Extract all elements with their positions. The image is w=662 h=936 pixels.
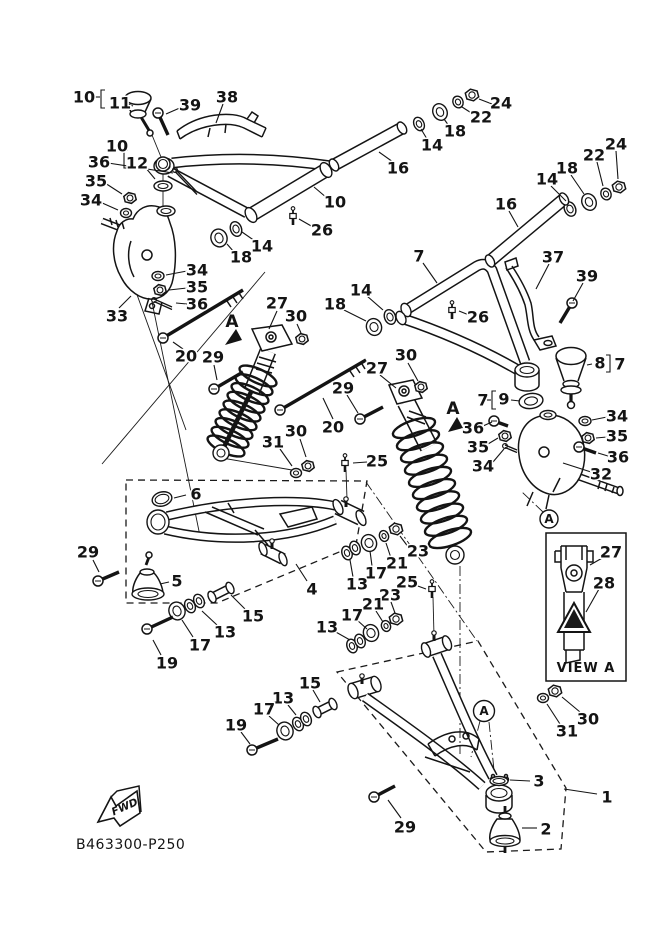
diagram-linework <box>147 130 153 136</box>
callout-number: 29 <box>201 347 225 367</box>
diagram-linework <box>180 124 262 139</box>
leader-line <box>300 439 306 457</box>
callout-number: 30 <box>394 345 418 365</box>
section-line <box>152 135 161 157</box>
callout-number: 2 <box>540 819 552 839</box>
callout-number: 30 <box>576 709 600 729</box>
hex-nut <box>389 523 402 535</box>
spring-coil <box>403 451 450 479</box>
diagram-linework <box>177 114 266 131</box>
washer-ring <box>499 813 511 819</box>
callout-number: 27 <box>365 358 389 378</box>
callout-number: 14 <box>535 169 559 189</box>
callout-number: 10 <box>72 87 96 107</box>
hex-nut <box>302 461 314 472</box>
grease-fitting-tip <box>291 207 295 211</box>
callout-number: 11 <box>108 93 132 113</box>
hex-nut <box>548 685 561 697</box>
diagram-linework <box>556 348 586 365</box>
callout-number: 13 <box>213 622 237 642</box>
washer-ring <box>132 588 164 600</box>
callout-number: 28 <box>592 573 616 593</box>
leader-line <box>587 364 592 365</box>
callout-number: 35 <box>84 171 108 191</box>
hex-nut <box>499 431 511 442</box>
washer-ring <box>518 392 544 410</box>
washer-ring <box>208 227 229 249</box>
callout-number: 18 <box>443 121 467 141</box>
callout-number: 34 <box>605 406 629 426</box>
diagram-linework <box>518 415 584 495</box>
leader-line <box>347 395 358 413</box>
callout-number: 31 <box>261 432 285 452</box>
hex-nut <box>582 433 594 444</box>
grease-fitting <box>342 461 348 466</box>
callout-number: 17 <box>340 605 364 625</box>
callout-number: 25 <box>365 451 389 471</box>
callout-number: 1 <box>601 787 613 807</box>
callout-number: 10 <box>323 192 347 212</box>
callout-number: 12 <box>125 153 149 173</box>
washer-ring <box>140 569 154 575</box>
leader-line <box>573 283 583 301</box>
spring-coil <box>419 499 466 527</box>
leader-line <box>182 620 193 637</box>
callout-number: 23 <box>406 541 430 561</box>
leader-line <box>280 449 292 466</box>
washer-ring <box>490 836 520 847</box>
callout-number: 36 <box>87 152 111 172</box>
diagram-linework <box>544 341 552 346</box>
callout-number: 35 <box>466 437 490 457</box>
callout-number: 29 <box>76 542 100 562</box>
dashed-group-box <box>337 641 566 852</box>
callout-number: 26 <box>310 220 334 240</box>
washer-ring <box>291 469 302 478</box>
grease-fitting-tip <box>430 580 434 584</box>
callout-number: 14 <box>250 236 274 256</box>
tube-fill <box>406 402 429 447</box>
stud-head <box>432 631 436 635</box>
hex-nut <box>124 193 136 204</box>
callout-number: 10 <box>105 136 129 156</box>
washer-ring <box>154 181 172 191</box>
leader-line <box>100 202 118 210</box>
washer-ring <box>579 417 591 426</box>
callout-number: 13 <box>271 688 295 708</box>
callout-number: 7 <box>477 390 489 410</box>
washer-ring <box>486 785 512 801</box>
grease-fitting-tip <box>343 454 347 458</box>
section-line <box>222 458 292 470</box>
diagram-linework <box>177 112 266 139</box>
leader-line <box>423 263 437 283</box>
callout-number: 20 <box>174 346 198 366</box>
callout-number: 4 <box>306 579 318 599</box>
callout-number: 9 <box>498 389 510 409</box>
section-line <box>346 470 347 499</box>
diagram-linework <box>146 552 152 558</box>
leader-line <box>174 495 186 498</box>
callout-number: 34 <box>79 190 103 210</box>
callout-number: 34 <box>185 260 209 280</box>
washer-ring <box>121 209 132 218</box>
callout-number: 22 <box>582 145 606 165</box>
callout-number: 24 <box>604 134 628 154</box>
tube-fill <box>251 170 326 215</box>
callout-number: 16 <box>386 158 410 178</box>
diagram-linework <box>617 487 623 496</box>
washer-ring <box>130 110 146 118</box>
leader-line <box>388 800 401 818</box>
callout-number: 13 <box>315 617 339 637</box>
washer-ring <box>412 116 427 133</box>
callout-number: 37 <box>541 247 565 267</box>
leader-line <box>510 780 530 781</box>
hex-nut <box>154 285 166 296</box>
callout-number: 19 <box>224 715 248 735</box>
callout-number: 6 <box>190 484 202 504</box>
leader-line <box>571 175 584 194</box>
leader-line <box>592 417 607 420</box>
leader-line <box>93 560 99 572</box>
callout-number: 15 <box>241 606 265 626</box>
leader-line <box>493 449 504 462</box>
leader-line <box>536 264 549 289</box>
callout-number: 31 <box>555 721 579 741</box>
callout-number: 23 <box>378 585 402 605</box>
leader-line <box>564 789 597 794</box>
leader-line <box>408 363 418 381</box>
callout-number: 3 <box>533 771 545 791</box>
spring-coil <box>411 475 458 503</box>
diagram-linework <box>566 565 582 581</box>
washer-ring <box>359 532 379 553</box>
callout-number: 39 <box>575 266 599 286</box>
callout-number: 18 <box>229 247 253 267</box>
callout-number: 32 <box>589 464 613 484</box>
washer-ring <box>157 206 175 216</box>
diagram-linework <box>568 402 575 409</box>
stud-head <box>270 539 274 543</box>
callout-number: 18 <box>323 294 347 314</box>
callout-number: 26 <box>466 307 490 327</box>
hex-nut <box>465 89 478 101</box>
washer-ring <box>515 363 539 377</box>
callout-number: 24 <box>489 93 513 113</box>
grease-fitting <box>290 214 296 219</box>
callout-number: 30 <box>284 421 308 441</box>
view-direction-label: A <box>446 399 460 419</box>
tube-fill <box>401 318 518 370</box>
diagram-linework <box>114 206 176 299</box>
detail-view-marker-label: A <box>479 704 489 718</box>
diagram-linework <box>150 304 155 309</box>
callout-number: 39 <box>178 95 202 115</box>
callout-number: 14 <box>420 135 444 155</box>
callout-number: 25 <box>395 572 419 592</box>
washer-ring <box>364 316 384 337</box>
washer-ring <box>430 101 450 122</box>
callout-number: 36 <box>606 447 630 467</box>
washer-ring <box>446 546 464 564</box>
washer-ring <box>228 220 243 238</box>
callout-number: 35 <box>185 277 209 297</box>
callout-number: 36 <box>461 418 485 438</box>
diagram-linework <box>145 298 162 314</box>
callout-number: 15 <box>298 673 322 693</box>
spring-coil <box>415 487 462 515</box>
spring-coil <box>423 512 470 540</box>
callout-number: 30 <box>284 306 308 326</box>
fwd-label: FWD <box>109 796 140 819</box>
leader-line <box>323 398 333 419</box>
stud-head <box>360 674 364 678</box>
diagram-linework <box>266 332 276 342</box>
callout-number: 21 <box>385 553 409 573</box>
washer-ring <box>213 445 229 461</box>
view-direction-arrow-icon <box>448 417 463 432</box>
fwd-direction-arrow <box>98 786 141 826</box>
hose-holder <box>177 112 266 139</box>
detail-view-marker-label: A <box>544 512 554 526</box>
leader-line <box>105 183 122 194</box>
callout-number: 21 <box>361 594 385 614</box>
hex-nut <box>612 181 625 193</box>
callout-number: 18 <box>555 158 579 178</box>
callout-bracket <box>492 391 496 409</box>
washer-ring <box>599 186 613 201</box>
diagram-linework <box>399 386 409 396</box>
leader-line <box>616 151 618 179</box>
callout-number: 7 <box>413 246 425 266</box>
callout-number: 33 <box>105 306 129 326</box>
grease-fitting <box>449 308 455 313</box>
leader-line <box>169 288 187 290</box>
callout-number: 7 <box>614 354 626 374</box>
callout-number: 13 <box>345 574 369 594</box>
view-a-label: VIEW A <box>556 661 616 676</box>
washer-ring <box>152 272 164 281</box>
washer-ring <box>561 386 581 394</box>
callout-number: 27 <box>599 542 623 562</box>
callout-number: 8 <box>594 353 606 373</box>
callout-number: 35 <box>605 426 629 446</box>
washer-ring <box>538 694 549 703</box>
callout-number: 17 <box>364 563 388 583</box>
callout-number: 17 <box>188 635 212 655</box>
washer-ring <box>378 529 390 542</box>
leader-line <box>214 365 217 380</box>
hex-nut <box>296 334 308 345</box>
callout-number: 19 <box>155 653 179 673</box>
steering-knuckle-left <box>110 206 175 314</box>
callout-number: 5 <box>171 571 183 591</box>
diagram-linework <box>449 736 455 742</box>
grease-fitting <box>429 587 435 592</box>
washer-ring <box>151 490 174 509</box>
callout-bracket <box>606 355 610 372</box>
callout-number: 22 <box>469 107 493 127</box>
callout-bracket <box>101 90 105 108</box>
washer-ring <box>540 411 556 420</box>
part-code: B463300-P250 <box>76 837 186 853</box>
leader-line <box>160 582 169 584</box>
hex-nut <box>415 382 427 393</box>
hex-nut <box>389 613 402 625</box>
callout-number: 17 <box>252 699 276 719</box>
callout-number: 29 <box>331 378 355 398</box>
leader-line <box>216 104 223 123</box>
stud-head <box>344 497 348 501</box>
leader-line <box>488 438 498 444</box>
grease-fitting-tip <box>450 301 454 305</box>
washer-ring <box>277 551 288 567</box>
leader-line <box>597 162 603 186</box>
callout-number: 29 <box>393 817 417 837</box>
callout-number: 14 <box>349 280 373 300</box>
callout-number: 27 <box>265 293 289 313</box>
callout-number: 16 <box>494 194 518 214</box>
callout-number: 38 <box>215 87 239 107</box>
callout-number: 20 <box>321 417 345 437</box>
view-direction-label: A <box>225 312 239 332</box>
section-line <box>433 597 434 636</box>
washer-ring <box>579 191 599 212</box>
callout-number: 36 <box>185 294 209 314</box>
callout-number: 34 <box>471 456 495 476</box>
spring-coil <box>407 463 454 491</box>
diagram-linework <box>505 258 518 270</box>
